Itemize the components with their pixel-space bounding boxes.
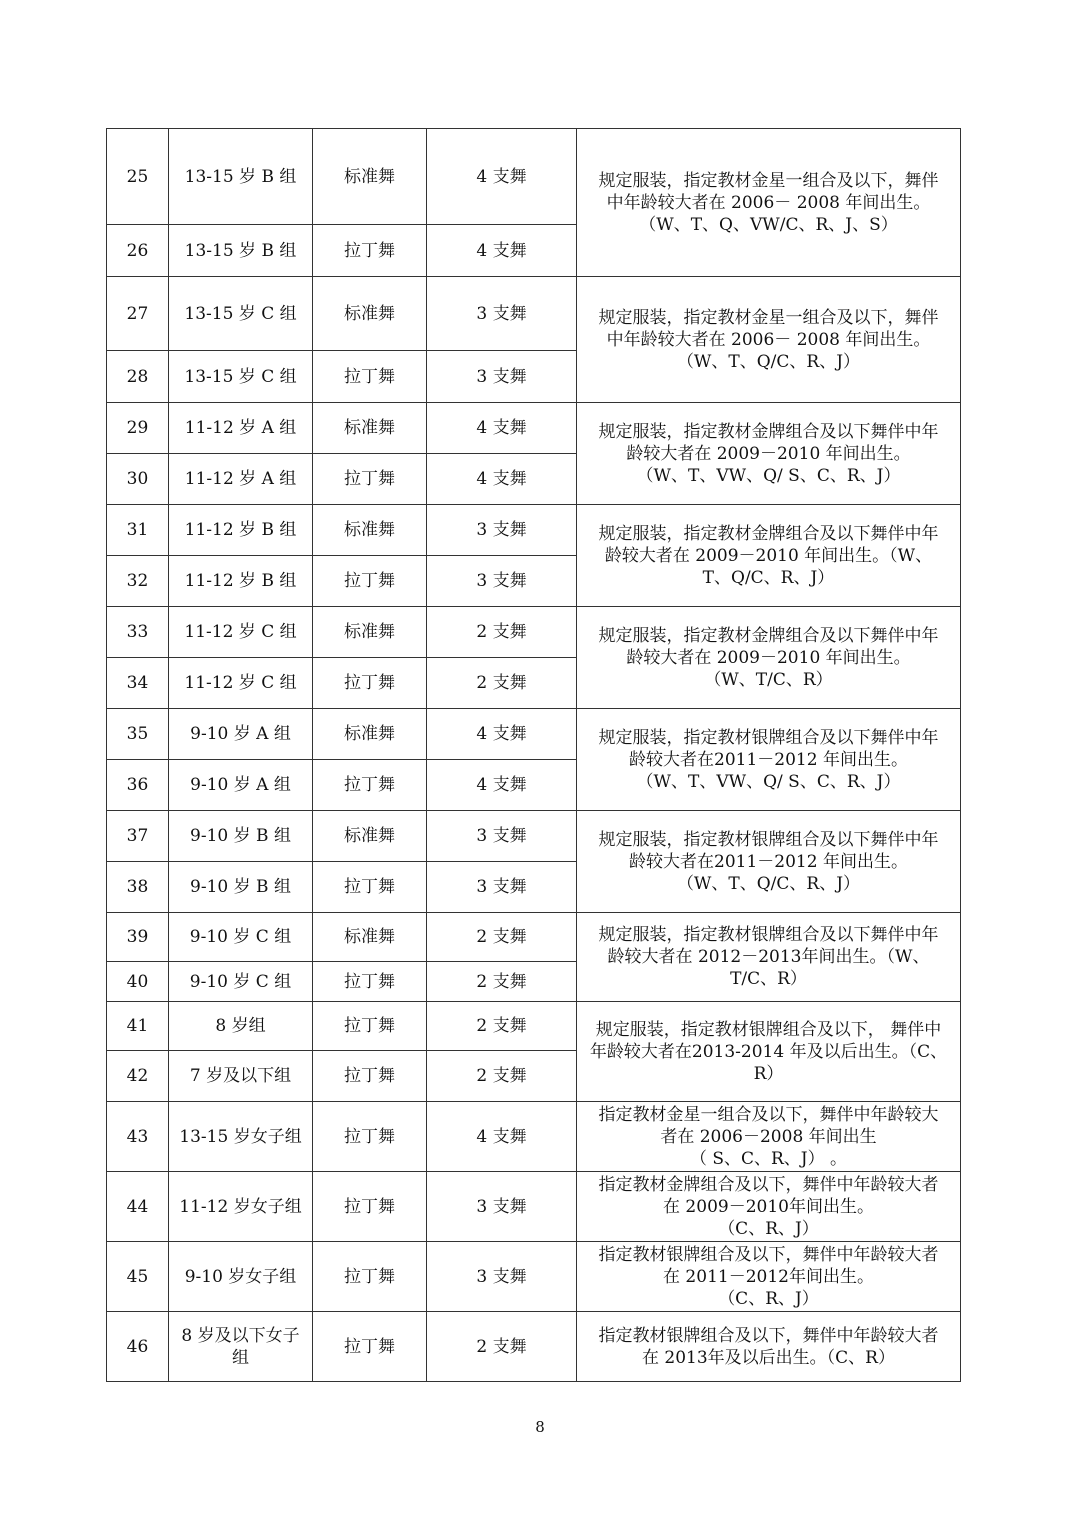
page-number: 8 [535,1418,545,1436]
group-cell: 13-15 岁 B 组 [169,225,313,277]
group-cell: 11-12 岁 C 组 [169,607,313,658]
table-row [107,129,961,225]
dance-type-cell: 拉丁舞 [313,1312,427,1382]
requirements-line: 在 2011－2012年间出生。 [663,1266,874,1287]
group-cell: 11-12 岁 B 组 [169,556,313,607]
requirements-cell [577,505,961,607]
requirements-line: 在 2009－2010年间出生。 [663,1196,874,1217]
requirements-line: 龄较大者在 2009－2010 年间出生。（W、 [604,545,933,566]
group-cell: 11-12 岁女子组 [169,1172,313,1242]
row-number-cell: 29 [107,403,169,454]
dance-count-cell: 4 支舞 [427,225,577,277]
dance-count-cell: 3 支舞 [427,1242,577,1312]
requirements-line: 规定服装，指定教材银牌组合及以下舞伴中年 [598,925,939,945]
table-row [107,1172,961,1242]
requirements-line: 指定教材金星一组合及以下，舞伴中年龄较大 [598,1104,939,1125]
group-cell: 7 岁及以下组 [169,1051,313,1102]
dance-count-cell: 4 支舞 [427,760,577,811]
requirements-cell [577,129,961,277]
group-cell: 9-10 岁 C 组 [169,962,313,1002]
requirements-line: 指定教材银牌组合及以下，舞伴中年龄较大者 [598,1325,939,1346]
dance-count-cell: 4 支舞 [427,709,577,760]
dance-count-cell: 3 支舞 [427,277,577,351]
group-cell: 11-12 岁 A 组 [169,403,313,454]
requirements-line: R） [753,1063,784,1084]
table-row [107,607,961,658]
requirements-cell [577,1002,961,1102]
dance-count-cell: 2 支舞 [427,1312,577,1382]
dance-count-cell: 4 支舞 [427,403,577,454]
row-number-cell: 34 [107,658,169,709]
dance-type-cell: 标准舞 [313,505,427,556]
requirements-line: 中年龄较大者在 2006－ 2008 年间出生。 [606,192,931,213]
dance-count-cell: 2 支舞 [427,913,577,962]
dance-count-cell: 3 支舞 [427,1172,577,1242]
group-cell: 8 岁及以下女子组 [169,1312,313,1382]
requirements-cell [577,811,961,913]
group-cell: 13-15 岁 C 组 [169,351,313,403]
requirements-line: T/C、R） [730,969,807,989]
dance-type-cell: 标准舞 [313,709,427,760]
requirements-line: 规定服装，指定教材金牌组合及以下舞伴中年 [598,625,939,646]
dance-type-cell: 拉丁舞 [313,351,427,403]
dance-type-cell: 拉丁舞 [313,454,427,505]
table-row [107,709,961,760]
requirements-cell [577,1172,961,1242]
requirements-line: （ S、C、R、J） 。 [689,1148,848,1169]
requirements-line: （W、T、Q/C、R、J） [676,873,861,894]
row-number-cell: 43 [107,1102,169,1172]
dance-count-cell: 2 支舞 [427,1051,577,1102]
group-cell: 13-15 岁 B 组 [169,129,313,225]
group-cell: 11-12 岁 C 组 [169,658,313,709]
requirements-line: 龄较大者在 2012－2013年间出生。（W、 [607,947,930,967]
requirements-cell [577,607,961,709]
table-row [107,811,961,862]
requirements-line: 规定服装，指定教材金牌组合及以下舞伴中年 [598,421,939,442]
requirements-line: （C、R、J） [718,1218,819,1239]
row-number-cell: 40 [107,962,169,1002]
requirements-cell [577,403,961,505]
row-number-cell: 38 [107,862,169,913]
table-row [107,1102,961,1172]
group-cell: 9-10 岁 A 组 [169,760,313,811]
dance-type-cell: 标准舞 [313,607,427,658]
requirements-line: （C、R、J） [718,1288,819,1309]
dance-type-cell: 标准舞 [313,913,427,962]
requirements-cell [577,709,961,811]
group-cell: 8 岁组 [169,1002,313,1051]
row-number-cell: 44 [107,1172,169,1242]
row-number-cell: 30 [107,454,169,505]
group-cell: 11-12 岁 B 组 [169,505,313,556]
dance-type-cell: 拉丁舞 [313,1102,427,1172]
dance-type-cell: 拉丁舞 [313,760,427,811]
dance-type-cell: 拉丁舞 [313,658,427,709]
requirements-line: 规定服装，指定教材金牌组合及以下舞伴中年 [598,523,939,544]
group-cell: 9-10 岁 C 组 [169,913,313,962]
requirements-line: 规定服装，指定教材银牌组合及以下舞伴中年 [598,829,939,850]
table-row [107,505,961,556]
dance-type-cell: 标准舞 [313,811,427,862]
dance-count-cell: 3 支舞 [427,862,577,913]
dance-count-cell: 4 支舞 [427,454,577,505]
dance-type-cell: 拉丁舞 [313,1002,427,1051]
row-number-cell: 26 [107,225,169,277]
dance-type-cell: 拉丁舞 [313,862,427,913]
group-cell: 11-12 岁 A 组 [169,454,313,505]
row-number-cell: 39 [107,913,169,962]
requirements-line: 指定教材银牌组合及以下，舞伴中年龄较大者 [598,1244,939,1265]
requirements-line: 龄较大者在2011－2012 年间出生。 [629,851,908,872]
dance-type-cell: 拉丁舞 [313,1242,427,1312]
dance-count-cell: 2 支舞 [427,1002,577,1051]
row-number-cell: 27 [107,277,169,351]
requirements-cell [577,913,961,1002]
requirements-line: 年龄较大者在2013-2014 年及以后出生。（C、 [589,1041,948,1062]
requirements-line: 规定服装，指定教材金星一组合及以下，舞伴 [598,170,939,191]
table-row [107,1312,961,1382]
dance-count-cell: 2 支舞 [427,962,577,1002]
requirements-line: 规定服装，指定教材金星一组合及以下，舞伴 [598,307,939,328]
requirements-line: T、Q/C、R、J） [702,567,835,588]
table-row [107,1242,961,1312]
row-number-cell: 36 [107,760,169,811]
group-cell: 9-10 岁 B 组 [169,862,313,913]
dance-count-cell: 4 支舞 [427,129,577,225]
requirements-line: （W、T、Q/C、R、J） [676,351,861,372]
row-number-cell: 28 [107,351,169,403]
dance-count-cell: 2 支舞 [427,607,577,658]
row-number-cell: 42 [107,1051,169,1102]
group-cell: 9-10 岁 A 组 [169,709,313,760]
requirements-cell [577,1312,961,1382]
table-row [107,403,961,454]
table-row [107,277,961,351]
requirements-line: （W、T、Q、VW/C、R、J、S） [639,214,898,235]
row-number-cell: 32 [107,556,169,607]
dance-count-cell: 3 支舞 [427,351,577,403]
group-cell: 13-15 岁 C 组 [169,277,313,351]
row-number-cell: 45 [107,1242,169,1312]
dance-type-cell: 拉丁舞 [313,1172,427,1242]
requirements-line: 中年龄较大者在 2006－ 2008 年间出生。 [606,329,931,350]
row-number-cell: 31 [107,505,169,556]
table-body [107,129,961,1382]
dance-type-cell: 标准舞 [313,403,427,454]
dance-type-cell: 标准舞 [313,129,427,225]
competition-table [106,128,961,1382]
requirements-cell [577,1242,961,1312]
dance-type-cell: 拉丁舞 [313,1051,427,1102]
dance-type-cell: 拉丁舞 [313,225,427,277]
requirements-line: 龄较大者在2011－2012 年间出生。 [629,749,908,770]
dance-count-cell: 2 支舞 [427,658,577,709]
requirements-line: （W、T、VW、Q/ S、C、R、J） [636,465,901,486]
requirements-line: 规定服装，指定教材银牌组合及以下， 舞伴中 [595,1019,942,1040]
row-number-cell: 37 [107,811,169,862]
dance-type-cell: 拉丁舞 [313,556,427,607]
dance-count-cell: 3 支舞 [427,556,577,607]
requirements-line: 龄较大者在 2009－2010 年间出生。 [626,443,911,464]
group-cell: 13-15 岁女子组 [169,1102,313,1172]
table-row [107,913,961,962]
requirements-line: （W、T/C、R） [704,669,833,690]
row-number-cell: 25 [107,129,169,225]
dance-count-cell: 4 支舞 [427,1102,577,1172]
group-cell: 9-10 岁女子组 [169,1242,313,1312]
requirements-line: 规定服装，指定教材银牌组合及以下舞伴中年 [598,727,939,748]
row-number-cell: 46 [107,1312,169,1382]
table-row [107,1002,961,1051]
requirements-line: 者在 2006－2008 年间出生 [660,1126,877,1147]
requirements-line: （W、T、VW、Q/ S、C、R、J） [636,771,901,792]
requirements-line: 在 2013年及以后出生。（C、R） [642,1347,895,1368]
dance-type-cell: 标准舞 [313,277,427,351]
group-cell: 9-10 岁 B 组 [169,811,313,862]
dance-type-cell: 拉丁舞 [313,962,427,1002]
requirements-line: 龄较大者在 2009－2010 年间出生。 [626,647,911,668]
row-number-cell: 35 [107,709,169,760]
row-number-cell: 41 [107,1002,169,1051]
requirements-cell [577,1102,961,1172]
dance-count-cell: 3 支舞 [427,505,577,556]
requirements-cell [577,277,961,403]
requirements-line: 指定教材金牌组合及以下，舞伴中年龄较大者 [598,1174,939,1195]
row-number-cell: 33 [107,607,169,658]
dance-count-cell: 3 支舞 [427,811,577,862]
